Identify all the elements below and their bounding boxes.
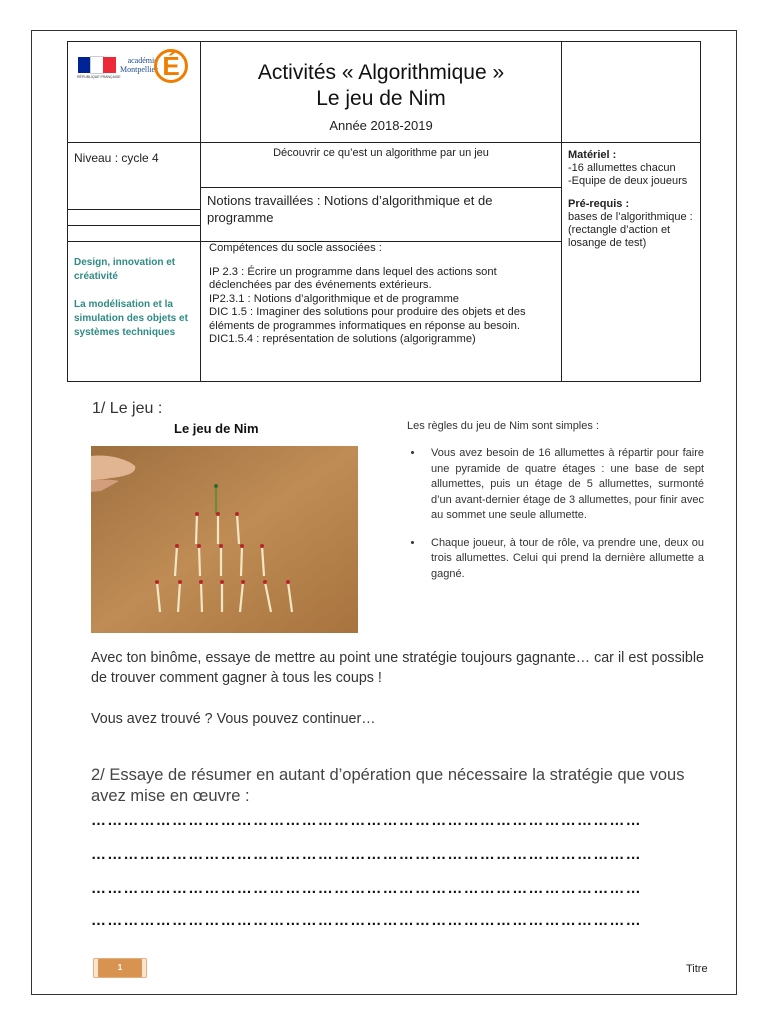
section1-title: 1/ Le jeu : — [92, 400, 163, 417]
match-stick — [241, 546, 242, 576]
notions-cell: Notions travaillées : Notions d’algorithmique et de programme — [201, 188, 562, 242]
match-head — [219, 544, 223, 548]
match-head — [199, 580, 203, 584]
match-head — [241, 580, 245, 584]
match-head — [155, 580, 159, 584]
materiel-label: Matériel : — [568, 149, 617, 161]
materiel-line: -16 allumettes chacun — [568, 162, 676, 174]
doc-subtitle: Le jeu de Nim — [316, 87, 446, 110]
match-head — [286, 580, 290, 584]
doc-title: Activités « Algorithmique » — [257, 61, 505, 84]
matches-photo — [91, 446, 358, 633]
header-table — [67, 41, 701, 382]
match-stick — [196, 514, 197, 544]
rules-list — [404, 446, 704, 594]
competences-cell — [201, 242, 562, 382]
title-cell — [201, 42, 562, 143]
decouvrir-text: Découvrir ce qu’est un algorithme par un jeu — [201, 143, 562, 188]
match-head — [216, 512, 220, 516]
match-head — [235, 512, 239, 516]
page-number-badge: 1 — [93, 958, 147, 978]
prerequis-label: Pré-requis : — [568, 198, 630, 210]
section2-title: 2/ Essaye de résumer en autant d’opération que nécessaire la stratégie que vous avez mise en œuvre : — [91, 766, 685, 805]
competence-item: DIC 1.5 : Imaginer des solutions pour produire des objets et des éléments de programmes informatiques en réponse au besoin. — [209, 306, 526, 332]
blank-cell — [68, 226, 201, 242]
materiel-cell — [562, 143, 701, 382]
matches-pyramid-image — [91, 446, 358, 633]
rules-title: Les règles du jeu de Nim sont simples : — [407, 420, 599, 432]
design-item: Design, innovation et créativité — [74, 257, 176, 282]
competence-item: DIC1.5.4 : représentation de solutions (algorigramme) — [209, 333, 476, 345]
niveau-cell: Niveau : cycle 4 — [68, 143, 201, 210]
answer-line[interactable]: ………………………………………………………………………………………… — [91, 912, 642, 929]
rule-item: • Vous avez besoin de 16 allumettes à répartir pour faire une pyramide de quatre étages : une base de sept allumettes, puis un étage de 5 allumettes, surmonté d’un avant-dernier étage de 3 allumettes, pour finir avec au sommet une seule allumette. — [424, 446, 704, 524]
strategy-paragraph: Avec ton binôme, essaye de mettre au point une stratégie toujours gagnante… car il est possible de trouver comment gagner à tous les coups ! — [91, 650, 704, 686]
match-head — [178, 580, 182, 584]
rf-caption: RÉPUBLIQUE FRANÇAISE — [77, 75, 121, 79]
doc-year: Année 2018-2019 — [329, 118, 433, 133]
blank-cell — [68, 210, 201, 226]
answer-line[interactable]: ………………………………………………………………………………………… — [91, 846, 642, 863]
design-cell — [68, 242, 201, 382]
match-stick — [199, 546, 200, 576]
match-head — [214, 484, 218, 488]
academie-logo-text: académie Montpellier — [120, 56, 158, 74]
competence-item: IP2.3.1 : Notions d’algorithmique et de programme — [209, 292, 459, 305]
marianne-logo — [78, 57, 116, 73]
match-head — [260, 544, 264, 548]
rule-item: • Chaque joueur, à tour de rôle, va prendre une, deux ou trois allumettes. Celui qui prend la dernière allumette a gagné. — [424, 536, 704, 583]
answer-line[interactable]: ………………………………………………………………………………………… — [91, 880, 642, 897]
match-stick — [201, 582, 202, 612]
logo-cell — [68, 42, 201, 143]
competence-item: IP 2.3 : Écrire un programme dans lequel des actions sont déclenchées par des événements extérieurs. — [209, 265, 497, 291]
match-head — [263, 580, 267, 584]
match-head — [195, 512, 199, 516]
match-head — [175, 544, 179, 548]
empty-corner-cell — [562, 42, 701, 143]
design-item: La modélisation et la simulation des objets et systèmes techniques — [74, 299, 188, 338]
match-head — [197, 544, 201, 548]
competences-title: Compétences du socle associées : — [209, 242, 382, 254]
prerequis-text: bases de l’algorithmique : (rectangle d’action et losange de test) — [568, 211, 693, 249]
footer-title: Titre — [686, 963, 708, 975]
materiel-line: -Equipe de deux joueurs — [568, 175, 688, 187]
match-head — [240, 544, 244, 548]
academie-e-logo: É — [154, 49, 188, 83]
continue-paragraph: Vous avez trouvé ? Vous pouvez continuer… — [91, 711, 376, 727]
picture-title: Le jeu de Nim — [174, 421, 259, 436]
match-head — [220, 580, 224, 584]
answer-line[interactable]: ………………………………………………………………………………………… — [91, 812, 642, 829]
